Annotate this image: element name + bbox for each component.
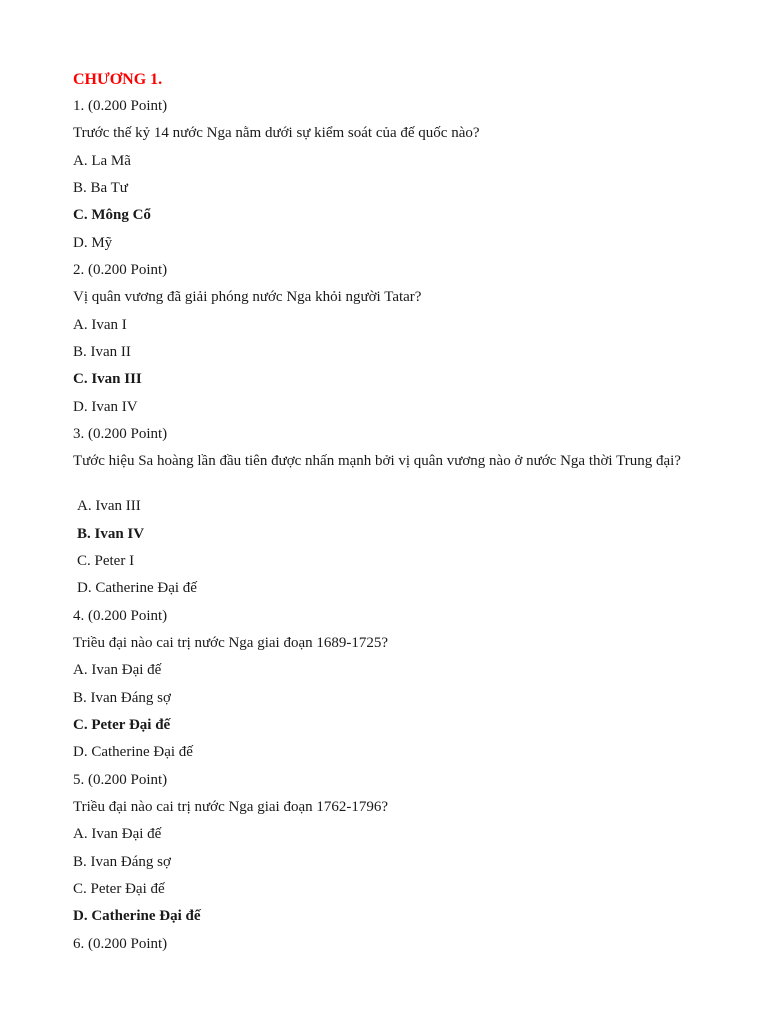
question-5-header: 5. (0.200 Point) — [73, 772, 168, 788]
question-3-text: Tước hiệu Sa hoàng lần đầu tiên được nhấn mạnh bởi vị quân vương nào ở nước Nga thời Trung đại? — [73, 453, 681, 469]
question-3-option-b: B. Ivan IV — [77, 526, 145, 542]
question-3-option-d: D. Catherine Đại đế — [77, 580, 197, 596]
chapter-title: CHƯƠNG 1. — [73, 71, 163, 88]
question-4-option-b: B. Ivan Đáng sợ — [73, 690, 171, 706]
question-2-text: Vị quân vương đã giải phóng nước Nga khỏi người Tatar? — [73, 289, 422, 305]
question-1-option-a: A. La Mã — [73, 153, 131, 169]
question-4-option-a: A. Ivan Đại đế — [73, 662, 162, 678]
question-3-option-c: C. Peter I — [77, 553, 135, 569]
question-2-option-a: A. Ivan I — [73, 317, 127, 333]
question-2-option-b: B. Ivan II — [73, 344, 131, 360]
question-5-option-c: C. Peter Đại đế — [73, 881, 165, 897]
question-5-option-b: B. Ivan Đáng sợ — [73, 854, 171, 870]
question-2-header: 2. (0.200 Point) — [73, 262, 168, 278]
question-4-header: 4. (0.200 Point) — [73, 608, 168, 624]
question-5-option-d: D. Catherine Đại đế — [73, 908, 201, 924]
question-1-option-c: C. Mông Cổ — [73, 207, 151, 223]
question-5-option-a: A. Ivan Đại đế — [73, 826, 162, 842]
question-1-option-b: B. Ba Tư — [73, 180, 128, 196]
question-2-option-d: D. Ivan IV — [73, 399, 138, 415]
question-2-option-c: C. Ivan III — [73, 371, 142, 387]
question-1-text: Trước thế kỷ 14 nước Nga nằm dưới sự kiểm soát của đế quốc nào? — [73, 125, 480, 141]
question-1-header: 1. (0.200 Point) — [73, 98, 168, 114]
question-4-option-c: C. Peter Đại đế — [73, 717, 171, 733]
question-4-option-d: D. Catherine Đại đế — [73, 744, 193, 760]
question-6-header: 6. (0.200 Point) — [73, 936, 168, 952]
question-1-option-d: D. Mỹ — [73, 235, 113, 251]
question-4-text: Triều đại nào cai trị nước Nga giai đoạn 1689-1725? — [73, 635, 389, 651]
question-3-option-a: A. Ivan III — [77, 498, 141, 514]
question-5-text: Triều đại nào cai trị nước Nga giai đoạn 1762-1796? — [73, 799, 389, 815]
question-3-header: 3. (0.200 Point) — [73, 426, 168, 442]
